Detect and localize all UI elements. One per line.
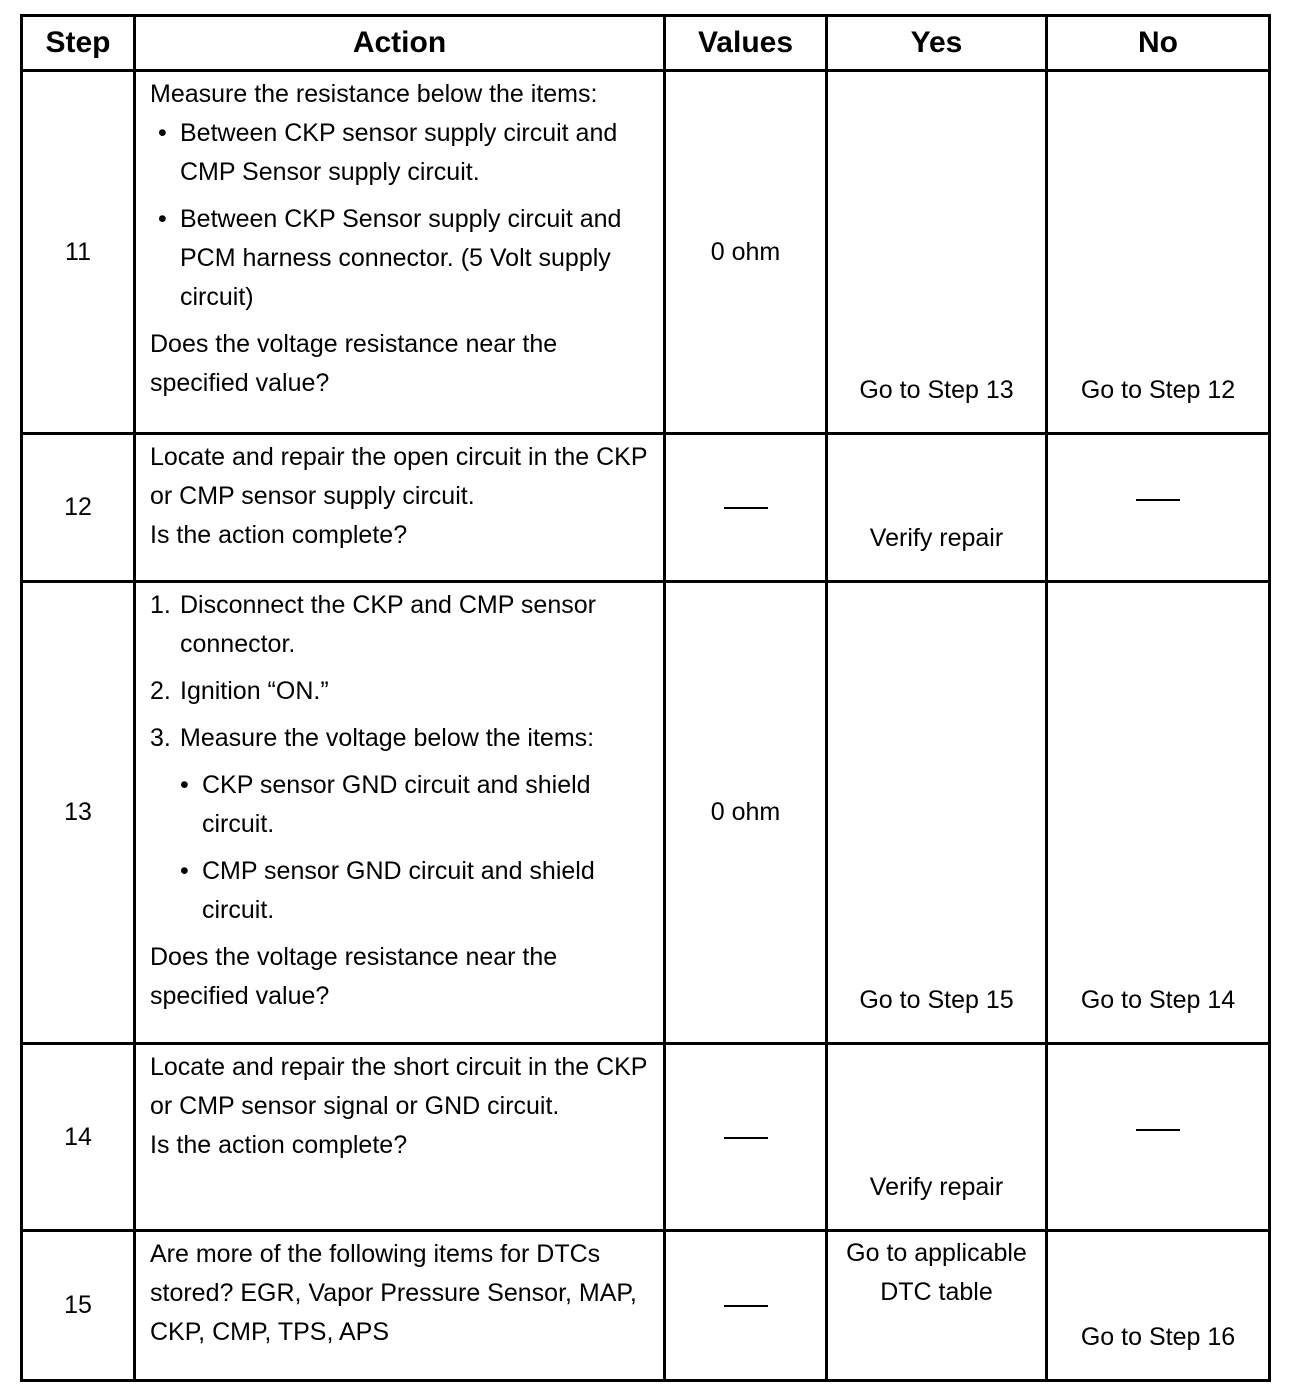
step-number: 13 bbox=[22, 582, 135, 1044]
action-cell bbox=[135, 434, 665, 582]
bullet-icon: • bbox=[158, 205, 167, 233]
action-question: Is the action complete? bbox=[150, 521, 408, 549]
bullet-icon: • bbox=[180, 771, 189, 799]
header-no: No bbox=[1047, 16, 1270, 71]
bullet-text: Between CKP sensor supply circuit and CMP Sensor supply circuit. bbox=[180, 119, 618, 186]
table-row-step-11 bbox=[22, 71, 1270, 434]
header-step: Step bbox=[22, 16, 135, 71]
values-cell: 0 ohm bbox=[665, 71, 827, 434]
diagnostic-table bbox=[20, 14, 1271, 1382]
values-cell bbox=[665, 1044, 827, 1231]
step-text: Disconnect the CKP and CMP sensor connector. bbox=[180, 591, 596, 658]
yes-cell: Go to Step 15 bbox=[827, 582, 1047, 1044]
dash-icon bbox=[724, 1305, 768, 1307]
action-step bbox=[150, 719, 655, 758]
table-row-step-12 bbox=[22, 434, 1270, 582]
table-row-step-13 bbox=[22, 582, 1270, 1044]
action-text: Locate and repair the short circuit in the CKP or CMP sensor signal or GND circuit. bbox=[150, 1053, 648, 1120]
action-text: Locate and repair the open circuit in the CKP or CMP sensor supply circuit. bbox=[150, 443, 648, 510]
bullet-icon: • bbox=[158, 119, 167, 147]
table-row-step-15 bbox=[22, 1231, 1270, 1381]
action-cell bbox=[135, 1231, 665, 1381]
values-cell bbox=[665, 1231, 827, 1381]
step-text: Measure the voltage below the items: bbox=[180, 724, 595, 752]
action-cell bbox=[135, 582, 665, 1044]
step-number: 11 bbox=[22, 71, 135, 434]
yes-cell: Verify repair bbox=[827, 434, 1047, 582]
table-row-step-14 bbox=[22, 1044, 1270, 1231]
header-row bbox=[22, 16, 1270, 71]
action-question: Is the action complete? bbox=[150, 1131, 408, 1159]
action-text: Are more of the following items for DTCs stored? EGR, Vapor Pressure Sensor, MAP, CKP, CMP, TPS, APS bbox=[150, 1240, 637, 1346]
step-number: 12 bbox=[22, 434, 135, 582]
step-text: Ignition “ON.” bbox=[180, 677, 329, 705]
action-bullet bbox=[150, 200, 655, 317]
yes-cell: Go to Step 13 bbox=[827, 71, 1047, 434]
header-action: Action bbox=[135, 16, 665, 71]
bullet-text: CMP sensor GND circuit and shield circuit. bbox=[202, 857, 595, 924]
action-bullet bbox=[150, 852, 655, 930]
no-cell: Go to Step 14 bbox=[1047, 582, 1270, 1044]
action-step bbox=[150, 672, 655, 711]
action-cell bbox=[135, 71, 665, 434]
header-yes: Yes bbox=[827, 16, 1047, 71]
bullet-text: CKP sensor GND circuit and shield circuit. bbox=[202, 771, 591, 838]
values-cell: 0 ohm bbox=[665, 582, 827, 1044]
dash-icon bbox=[724, 507, 768, 509]
no-cell bbox=[1047, 434, 1270, 582]
bullet-icon: • bbox=[180, 857, 189, 885]
step-index: 3. bbox=[150, 724, 171, 752]
dash-icon bbox=[724, 1137, 768, 1139]
values-cell bbox=[665, 434, 827, 582]
dash-icon bbox=[1136, 1129, 1180, 1131]
dash-icon bbox=[1136, 499, 1180, 501]
action-cell bbox=[135, 1044, 665, 1231]
step-index: 1. bbox=[150, 591, 171, 619]
yes-cell: Verify repair bbox=[827, 1044, 1047, 1231]
action-intro: Measure the resistance below the items: bbox=[150, 80, 598, 108]
step-number: 15 bbox=[22, 1231, 135, 1381]
action-question: Does the voltage resistance near the specified value? bbox=[150, 330, 558, 397]
yes-cell: Go to applicable DTC table bbox=[827, 1231, 1047, 1381]
step-index: 2. bbox=[150, 677, 171, 705]
action-step bbox=[150, 586, 655, 664]
bullet-text: Between CKP Sensor supply circuit and PCM harness connector. (5 Volt supply circuit) bbox=[180, 205, 622, 311]
no-cell: Go to Step 16 bbox=[1047, 1231, 1270, 1381]
action-bullet bbox=[150, 114, 655, 192]
no-cell bbox=[1047, 1044, 1270, 1231]
step-number: 14 bbox=[22, 1044, 135, 1231]
action-bullet bbox=[150, 766, 655, 844]
no-cell: Go to Step 12 bbox=[1047, 71, 1270, 434]
header-values: Values bbox=[665, 16, 827, 71]
action-question: Does the voltage resistance near the specified value? bbox=[150, 943, 558, 1010]
